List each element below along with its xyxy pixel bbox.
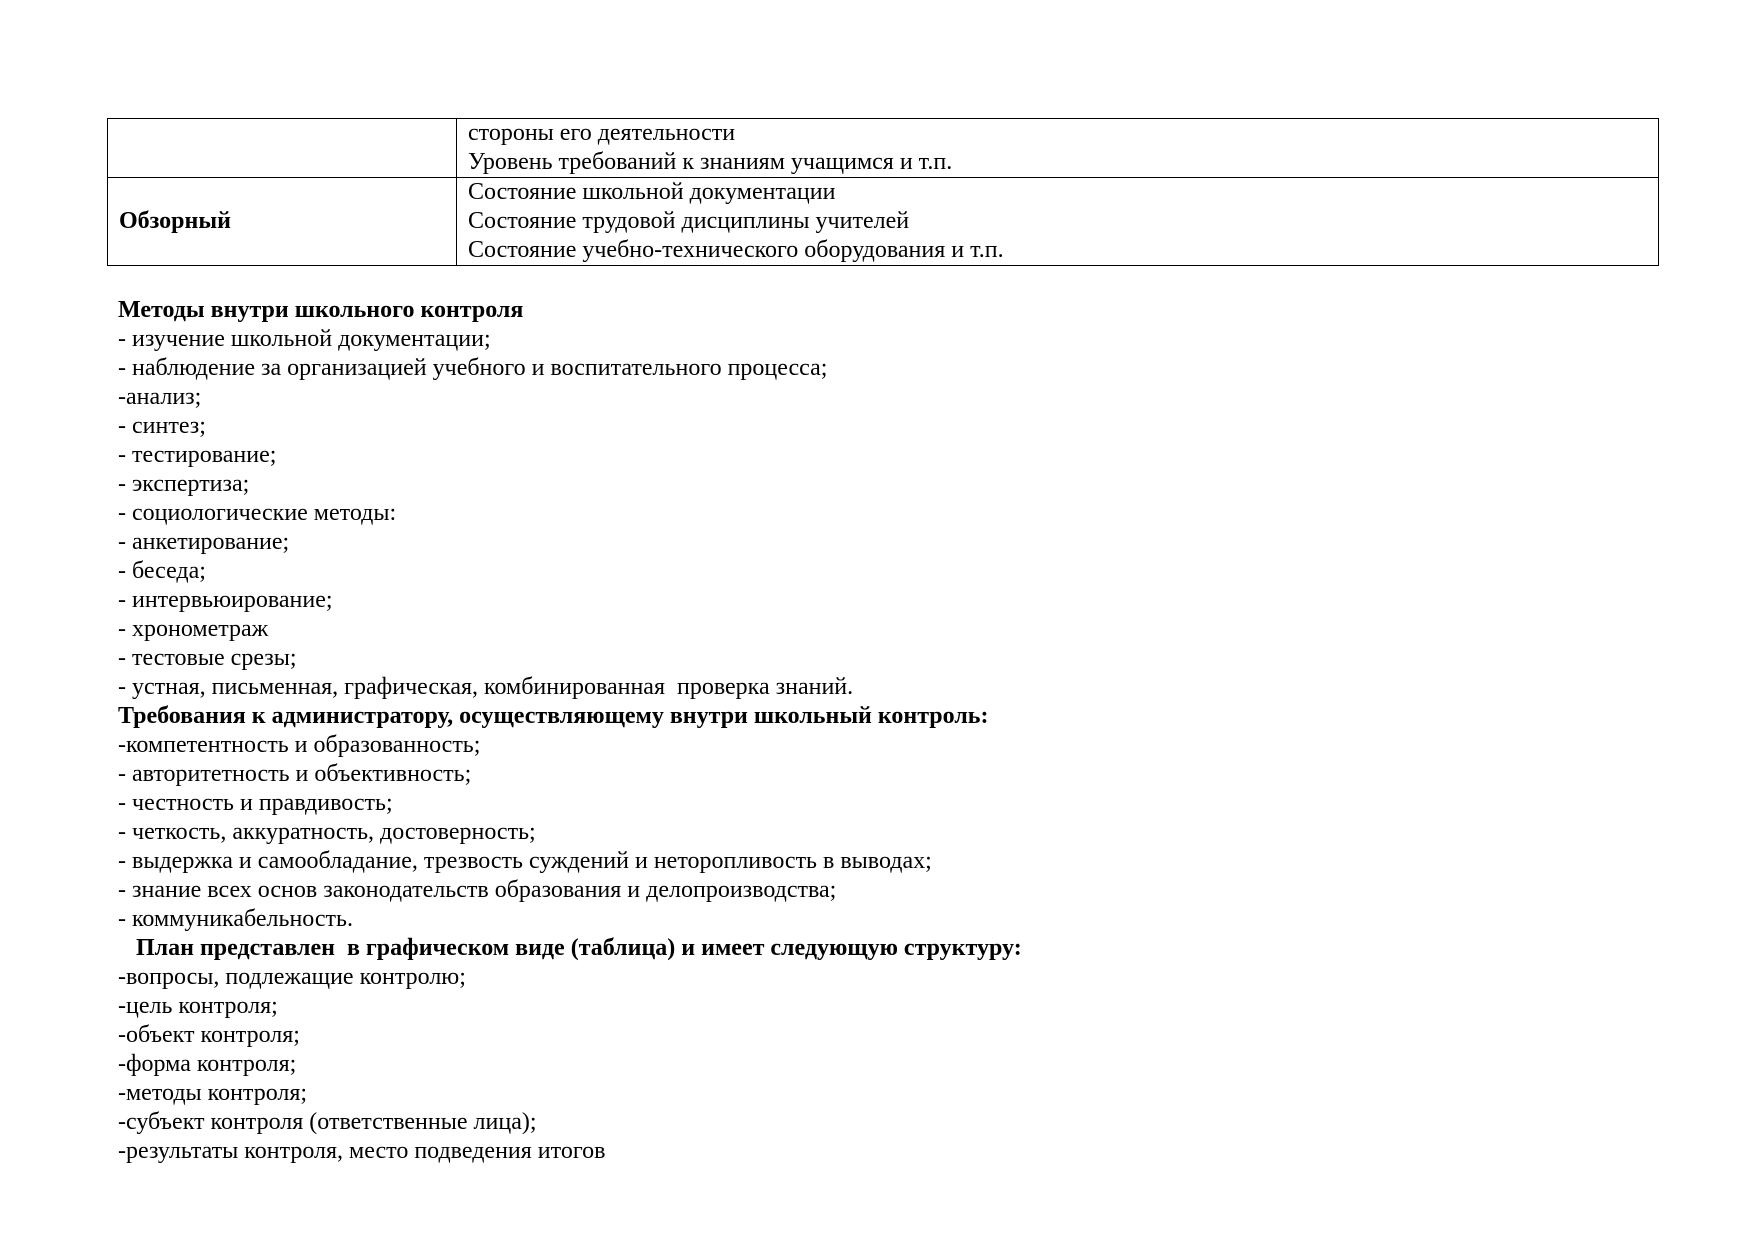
list-item: -вопросы, подлежащие контролю; [118,964,466,990]
list-item: - экспертиза; [118,471,250,497]
list-item: -методы контроля; [118,1080,308,1106]
list-item: -цель контроля; [118,993,278,1019]
plan-heading: План представлен в графическом виде (таблица) и имеет следующую структуру: [118,935,1022,961]
list-item: -субъект контроля (ответственные лица); [118,1109,537,1135]
list-item: - коммуникабельность. [118,906,353,932]
list-item: - беседа; [118,558,206,584]
list-item: - знание всех основ законодательств образования и делопроизводства; [118,877,837,903]
list-item: -компетентность и образованность; [118,732,481,758]
list-item: -объект контроля; [118,1022,300,1048]
table-cell-type [108,119,457,178]
list-item: - социологические методы: [118,500,397,526]
list-item: - устная, письменная, графическая, комбинированная проверка знаний. [118,674,854,700]
list-item: - честность и правдивость; [118,790,393,816]
requirements-heading: Требования к администратору, осуществляющему внутри школьный контроль: [118,703,989,729]
list-item: - наблюдение за организацией учебного и воспитательного процесса; [118,355,828,381]
list-item: - изучение школьной документации; [118,326,491,352]
methods-heading: Методы внутри школьного контроля [118,297,524,323]
list-item: - анкетирование; [118,529,290,555]
list-item: - выдержка и самообладание, трезвость суждений и неторопливость в выводах; [118,848,932,874]
table-cell-line: Уровень требований к знаниям учащимся и т.п. [468,149,953,175]
table-cell-content [457,119,1659,178]
control-types-table [107,118,1659,266]
table-cell-line: стороны его деятельности [468,120,736,146]
table-cell-content [457,178,1659,266]
list-item: - тестирование; [118,442,277,468]
table-cell-line: Состояние школьной документации [468,179,836,205]
table-row [108,119,1659,178]
list-item: -результаты контроля, место подведения итогов [118,1138,606,1164]
table-cell-line: Состояние учебно-технического оборудования и т.п. [468,237,1004,263]
list-item: -форма контроля; [118,1051,297,1077]
table-cell-line: Состояние трудовой дисциплины учителей [468,208,910,234]
list-item: - синтез; [118,413,206,439]
list-item: - четкость, аккуратность, достоверность; [118,819,536,845]
list-item: - авторитетность и объективность; [118,761,472,787]
list-item: - интервьюирование; [118,587,333,613]
document-body [118,296,1618,1166]
table-cell-type: Обзорный [108,178,457,266]
list-item: - хронометраж [118,616,269,642]
list-item: - тестовые срезы; [118,645,297,671]
list-item: -анализ; [118,384,202,410]
table-row [108,178,1659,266]
